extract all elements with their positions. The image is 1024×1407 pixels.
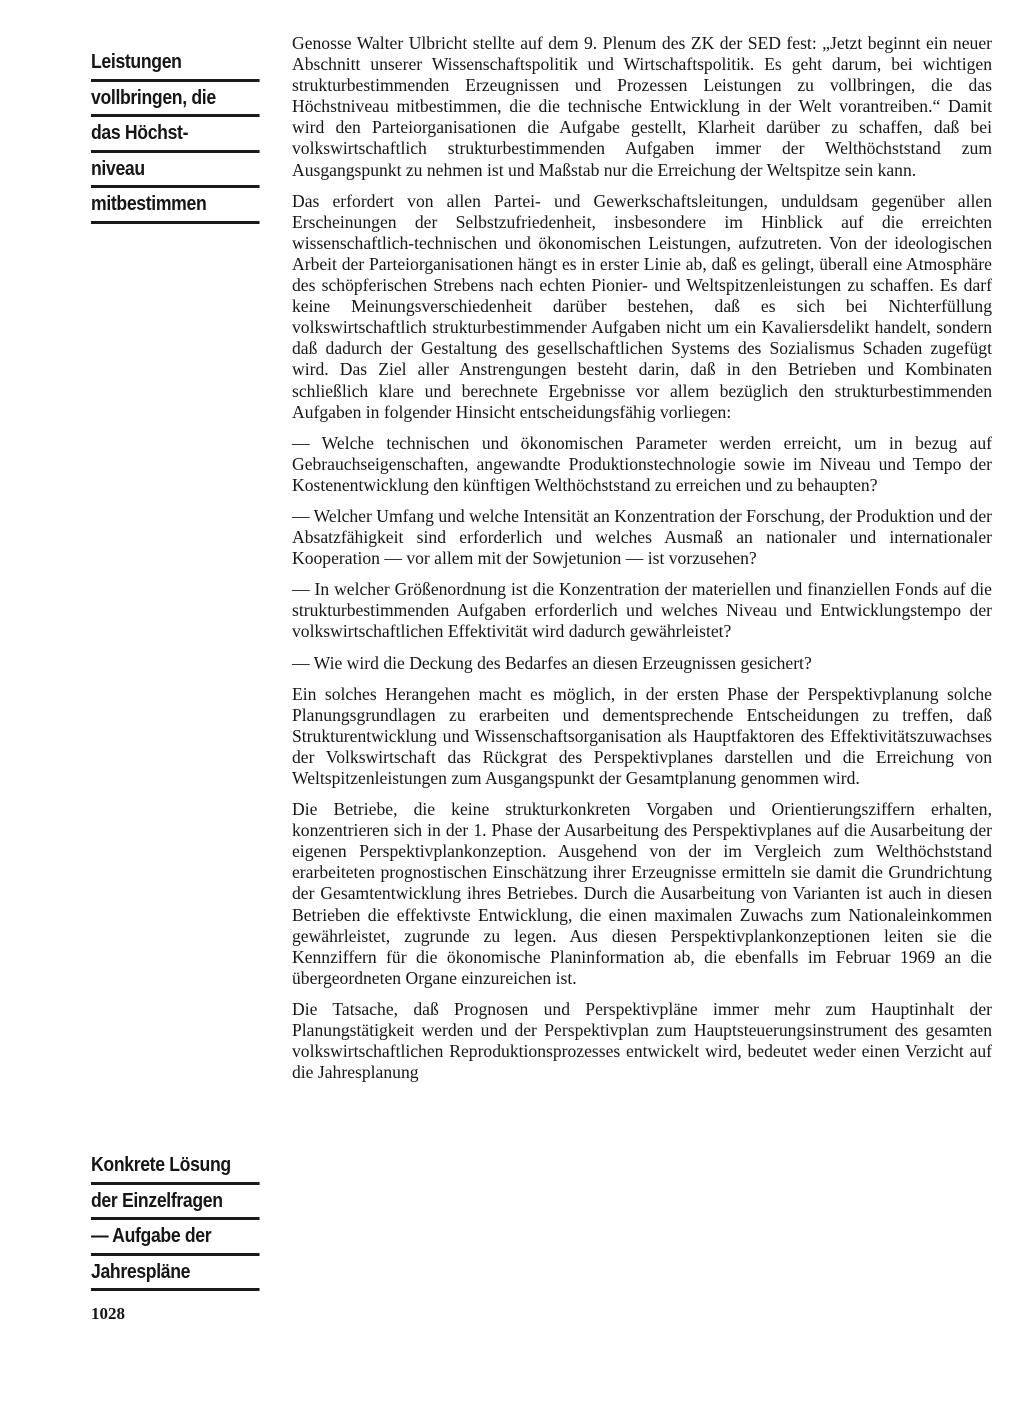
heading-line: mitbestimmen [91, 188, 260, 224]
list-item: — Wie wird die Deckung des Bedarfes an diesen Erzeugnissen gesichert? [292, 652, 812, 673]
heading-line: das Höchst- [91, 117, 260, 153]
heading-line: Konkrete Lösung [91, 1149, 260, 1185]
list-item: — In welcher Größenordnung ist die Konzentration der materiellen und finanziellen Fonds auf die strukturbestimmenden Aufgaben erforderlich und welches Niveau und Entwicklungstempo der volkswirtschaftlichen Effektivität wird dadurch gewährleistet? [292, 579, 992, 642]
paragraph: Die Betriebe, die keine strukturkonkreten Vorgaben und Orientierungsziffern erhalten, konzentrieren sich in der 1. Phase der Ausarbeitung des Perspektivplanes auf die Ausarbeitung der eigenen Perspektivplankonzeption. Ausgehend von der im Vergleich zum Welthöchststand erarbeiteten prognostischen Einschätzung ihrer Erzeugnisse ermitteln sie damit die Grundrichtung der Gesamtentwicklung ihres Betriebes. Durch die Ausarbeitung von Varianten ist auch in diesen Betrieben die effektivste Entwicklung, die einen maximalen Zuwachs zum Nationaleinkommen gewährleistet, zugrunde zu legen. Aus diesen Perspektivplankonzeptionen leiten sie die Kennziffern für die ökonomische Planinformation ab, die ebenfalls im Februar 1969 an die übergeordneten Organe einzureichen ist. [292, 799, 992, 988]
paragraph: Genosse Walter Ulbricht stellte auf dem 9. Plenum des ZK der SED fest: „Jetzt beginnt ein neuer Abschnitt unserer Wissenschaftspolitik und Wirtschaftspolitik. Es geht darum, bei wichtigen strukturbestimmenden Erzeugnissen und Prozessen Leistungen zu vollbringen, die das Höchstniveau mitbestimmen, die die technische Entwicklung in der Welt vorantreiben.“ Damit wird den Parteiorganisationen die Aufgabe gestellt, Klarheit darüber zu schaffen, daß bei volkswirtschaftlich strukturbestimmenden Aufgaben immer der Welthöchststand zum Ausgangspunkt zu nehmen ist und Maßstab nur die Erreichung der Weltspitze sein kann. [292, 33, 992, 180]
list-item: — Welche technischen und ökonomischen Parameter werden erreicht, um in bezug auf Gebrauchseigenschaften, angewandte Produktionstechnologie sowie im Niveau und Tempo der Kostenentwicklung den künftigen Welthöchststand zu erreichen und zu behaupten? [292, 432, 992, 495]
heading-line: Leistungen [91, 46, 260, 82]
heading-line: vollbringen, die [91, 82, 260, 118]
list-item: — Welcher Umfang und welche Intensität an Konzentration der Forschung, der Produktion und der Absatzfähigkeit sind erforderlich und welches Ausmaß an nationaler und internationaler Kooperation — vor allem mit der Sowjetunion — ist vorzusehen? [292, 505, 992, 569]
paragraph: Das erfordert von allen Partei- und Gewerkschaftsleitungen, unduldsam gegenüber allen Erscheinungen der Selbstzufriedenheit, insbesondere im Hinblick auf die erreichten wissenschaftlich-technischen und ökonomischen Leistungen, aufzutreten. Von der ideologischen Arbeit der Parteiorganisationen hängt es in erster Linie ab, daß es gelingt, überall eine Atmosphäre des schöpferischen Strebens nach echten Pionier- und Weltspitzenleistungen zu schaffen. Es darf keine Meinungsverschiedenheit darüber bestehen, daß es sich bei Nichterfüllung volkswirtschaftlich strukturbestimmender Aufgaben nicht um ein Kavaliersdelikt handelt, sondern daß dadurch der Gestaltung des gesellschaftlichen Systems des Sozialismus Schaden zugefügt wird. Das Ziel aller Anstrengungen besteht darin, daß in den Betrieben und Kombinaten schließlich klare und berechnete Ergebnisse vor allem bezüglich den strukturbestimmenden Aufgaben in folgender Hinsicht entscheidungsfähig vorliegen: [292, 190, 992, 422]
sidebar-heading-text [91, 46, 244, 224]
paragraph: Ein solches Herangehen macht es möglich, in der ersten Phase der Perspektivplanung solche Planungsgrundlagen zu erarbeiten und dementsprechende Entscheidungen zu treffen, daß Strukturentwicklung und Wissenschaftsorganisation als Hauptfaktoren des Effektivitätszuwachses der Volkswirtschaft das Rückgrat des Perspektivplanes darstellen und die Erreichung von Weltspitzenleistungen zum Ausgangspunkt der Gesamtplanung genommen wird. [292, 683, 992, 788]
heading-line: niveau [91, 153, 260, 189]
heading-line: der Einzelfragen [91, 1185, 260, 1221]
sidebar-heading-2 [91, 1149, 269, 1291]
sidebar-heading-1 [91, 46, 269, 224]
page-number: 1028 [91, 1304, 125, 1323]
heading-line: — Aufgabe der [91, 1220, 260, 1256]
sidebar-heading-text [91, 1149, 244, 1291]
heading-line: Jahrespläne [91, 1256, 260, 1292]
body-text [292, 33, 992, 1093]
paragraph: Die Tatsache, daß Prognosen und Perspektivpläne immer mehr zum Hauptinhalt der Planungstätigkeit werden und der Perspektivplan zum Hauptsteuerungsinstrument des gesamten volkswirtschaftlichen Reproduktionsprozesses entwickelt wird, bedeutet weder einen Verzicht auf die Jahresplanung [292, 998, 992, 1083]
